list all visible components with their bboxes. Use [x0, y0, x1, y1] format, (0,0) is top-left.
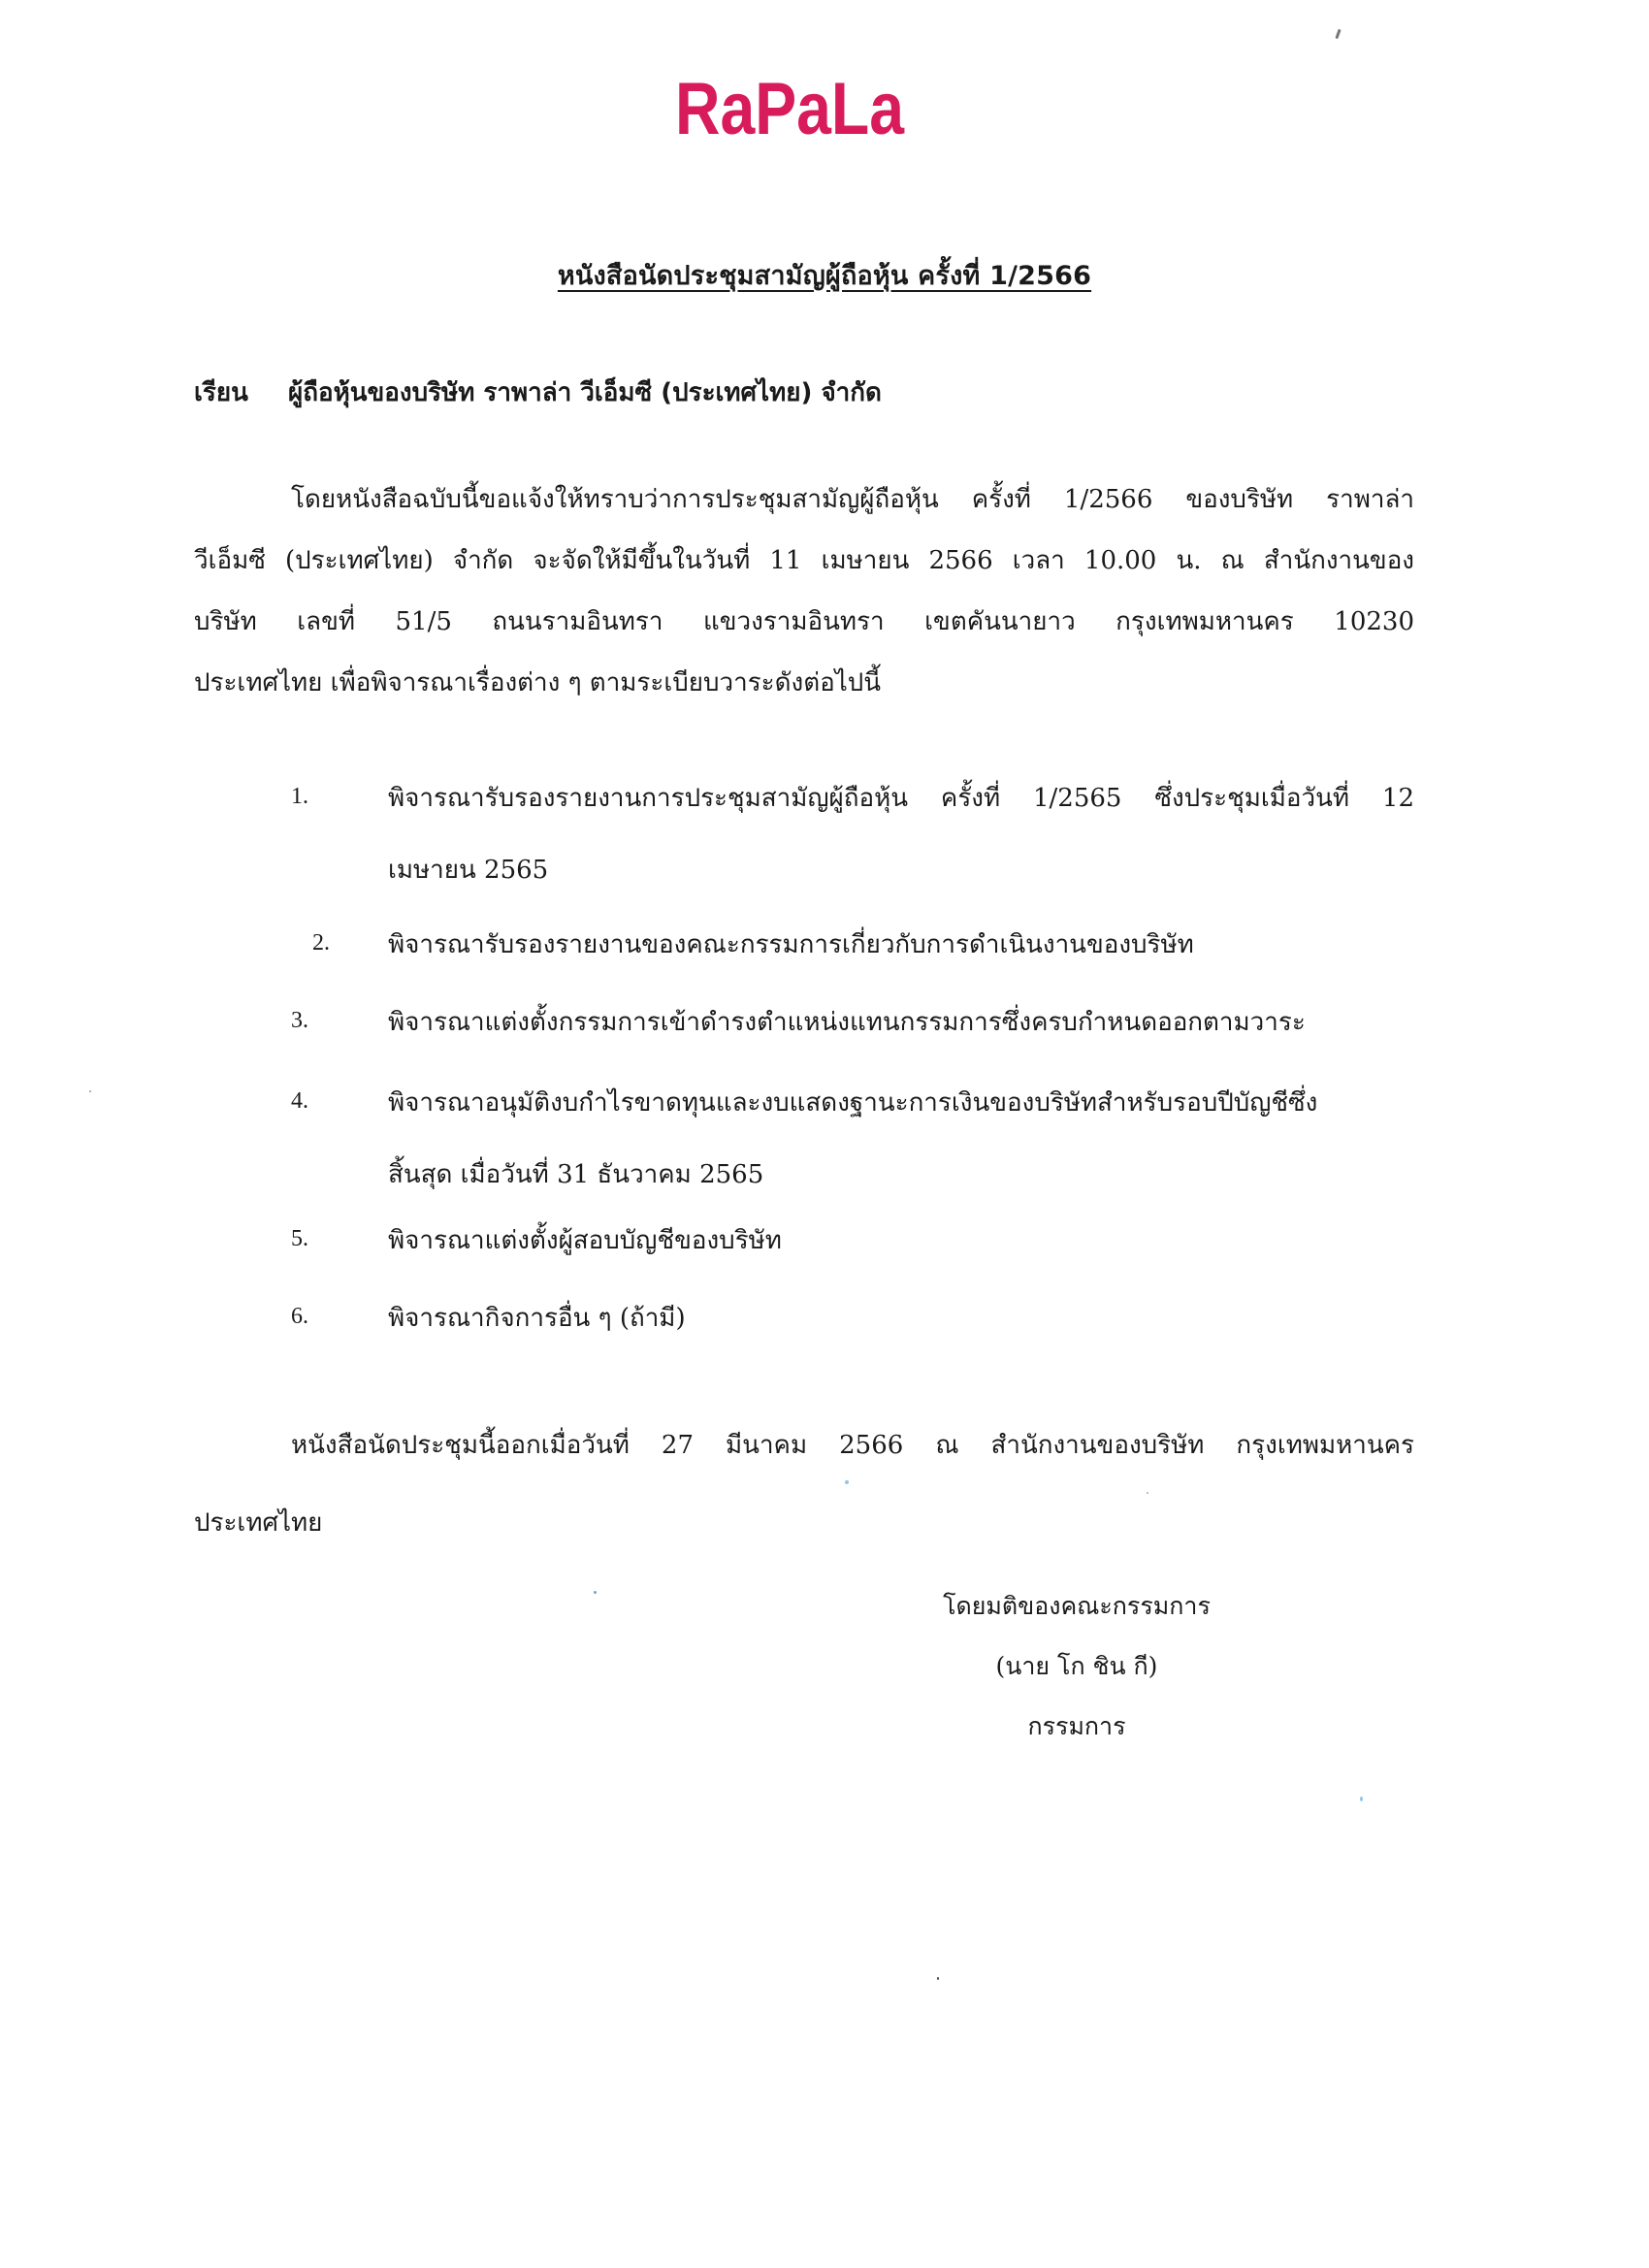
agenda-text [388, 1067, 1414, 1211]
agenda-number: 1. [291, 784, 308, 809]
agenda-number: 6. [291, 1304, 308, 1329]
rapala-logo-graphic [671, 66, 908, 150]
agenda-line: พิจารณากิจการอื่น ๆ (ถ้ามี) [388, 1304, 686, 1333]
document-title: หนังสือนัดประชุมสามัญผู้ถือหุ้น ครั้งที่ 1/2566 [557, 261, 1092, 291]
agenda-line: พิจารณาแต่งตั้งกรรมการเข้าดำรงตำแหน่งแทนกรรมการซึ่งครบกำหนดออกตามวาระ [388, 1008, 1306, 1037]
intro-paragraph [194, 470, 1414, 714]
agenda-number: 5. [291, 1226, 308, 1251]
closing-line: หนังสือนัดประชุมนี้ออกเมื่อวันที่ 27 มีนาคม 2566 ณ สำนักงานของบริษัท กรุงเทพมหานคร [291, 1431, 1414, 1460]
agenda-text [388, 1282, 1414, 1354]
agenda-text [388, 762, 1414, 906]
scan-speck [1360, 1797, 1363, 1801]
agenda-line: พิจารณาอนุมัติงบกำไรขาดทุนและงบแสดงฐานะการเงินของบริษัทสำหรับรอบปีบัญชีซึ่ง [388, 1088, 1318, 1118]
agenda-text [388, 987, 1414, 1058]
scan-mark [1335, 29, 1341, 39]
intro-line: บริษัท เลขที่ 51/5 ถนนรามอินทรา แขวงรามอินทรา เขตคันนายาว กรุงเทพมหานคร 10230 [194, 607, 1414, 636]
signature-block [834, 1576, 1319, 1757]
agenda-line: พิจารณารับรองรายงานการประชุมสามัญผู้ถือหุ้น ครั้งที่ 1/2565 ซึ่งประชุมเมื่อวันที่ 12 [388, 784, 1414, 813]
intro-line: ประเทศไทย เพื่อพิจารณาเรื่องต่าง ๆ ตามระเบียบวาระดังต่อไปนี้ [194, 668, 882, 697]
closing-line: ประเทศไทย [194, 1508, 323, 1538]
scan-speck [89, 1090, 91, 1092]
scan-speck [845, 1480, 849, 1484]
intro-line: วีเอ็มซี (ประเทศไทย) จำกัด จะจัดให้มีขึ้นในวันที่ 11 เมษายน 2566 เวลา 10.00 น. ณ สำนักงานของ [194, 546, 1414, 575]
agenda-text [388, 909, 1414, 981]
rapala-logo [671, 66, 908, 150]
agenda-line: เมษายน 2565 [388, 856, 549, 885]
agenda-text [388, 1205, 1414, 1277]
agenda-number: 3. [291, 1008, 308, 1033]
agenda-line: พิจารณาแต่งตั้งผู้สอบบัญชีของบริษัท [388, 1226, 782, 1255]
logo-wordmark: RaPaLa [675, 68, 905, 150]
agenda-number: 2. [312, 930, 330, 956]
scan-speck [937, 1977, 939, 1980]
signature-resolution: โดยมติของคณะกรรมการ [943, 1592, 1211, 1620]
closing-paragraph [194, 1407, 1414, 1562]
signature-name: (นาย โก ชิน กี) [995, 1652, 1158, 1680]
agenda-line: สิ้นสุด เมื่อวันที่ 31 ธันวาคม 2565 [388, 1160, 764, 1189]
scan-speck [594, 1591, 597, 1594]
agenda-number: 4. [291, 1088, 308, 1114]
salutation-label: เรียน [194, 378, 248, 407]
scan-speck [1147, 1492, 1148, 1494]
salutation-recipient: ผู้ถือหุ้นของบริษัท ราพาล่า วีเอ็มซี (ประเทศไทย) จำกัด [288, 378, 882, 407]
salutation [194, 373, 882, 412]
agenda-line: พิจารณารับรองรายงานของคณะกรรมการเกี่ยวกับการดำเนินงานของบริษัท [388, 930, 1194, 959]
signature-position: กรรมการ [1027, 1712, 1126, 1740]
intro-line: โดยหนังสือฉบับนี้ขอแจ้งให้ทราบว่าการประชุมสามัญผู้ถือหุ้น ครั้งที่ 1/2566 ของบริษัท ราพาล่า [291, 485, 1414, 514]
